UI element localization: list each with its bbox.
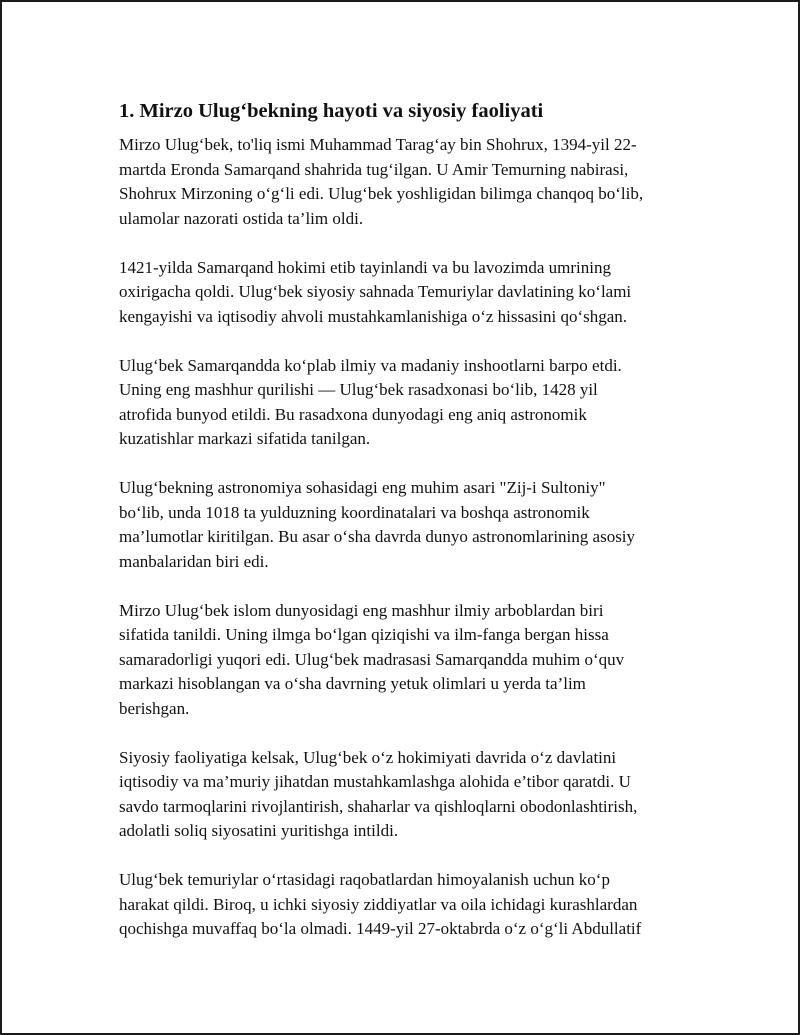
paragraph bbox=[119, 354, 699, 452]
paragraph-line: iqtisodiy va ma’muriy jihatdan mustahkamlashga alohida e’tibor qaratdi. U bbox=[119, 772, 631, 791]
paragraph-line: berishgan. bbox=[119, 698, 190, 718]
paragraph-line: Mirzo Ulug‘bek, to'liq ismi Muhammad Tarag‘ay bin Shohrux, 1394-yil 22- bbox=[119, 135, 637, 154]
paragraph-line: ulamolar nazorati ostida ta’lim oldi. bbox=[119, 208, 364, 228]
paragraph-line: sifatida tanildi. Uning ilmga bo‘lgan qiziqishi va ilm-fanga bergan hissa bbox=[119, 625, 609, 644]
paragraph-line: samaradorligi yuqori edi. Ulug‘bek madrasasi Samarqandda muhim o‘quv bbox=[119, 649, 625, 669]
paragraph-line: savdo tarmoqlarini rivojlantirish, shaharlar va qishloqlarni obodonlashtirish, bbox=[119, 796, 638, 816]
paragraph-line: 1421-yilda Samarqand hokimi etib tayinlandi va bu lavozimda umrining bbox=[119, 257, 611, 277]
paragraph-line: kuzatishlar markazi sifatida tanilgan. bbox=[119, 429, 371, 448]
paragraph-line: martda Eronda Samarqand shahrida tug‘ilgan. U Amir Temurning nabirasi, bbox=[119, 159, 629, 179]
paragraph bbox=[119, 868, 699, 942]
document-body bbox=[119, 98, 699, 966]
paragraph-line: adolatli soliq siyosatini yuritishga intildi. bbox=[119, 821, 399, 840]
section-title: 1. Mirzo Ulug‘bekning hayoti va siyosiy faoliyati bbox=[119, 100, 544, 122]
paragraph-line: kengayishi va iqtisodiy ahvoli mustahkamlanishiga o‘z hissasini qo‘shgan. bbox=[119, 306, 628, 326]
paragraph bbox=[119, 599, 699, 722]
paragraph-line: markazi hisoblangan va o‘sha davrning yetuk olimlari u yerda ta’lim bbox=[119, 674, 586, 693]
paragraph-line: oxirigacha qoldi. Ulug‘bek siyosiy sahnada Temuriylar davlatining ko‘lami bbox=[119, 282, 632, 301]
paragraph-line: bo‘lib, unda 1018 ta yulduzning koordinatalari va boshqa astronomik bbox=[119, 502, 590, 522]
paragraph-line: Ulug‘bekning astronomiya sohasidagi eng muhim asari "Zij-i Sultoniy" bbox=[119, 478, 606, 497]
paragraph-line: Shohrux Mirzoning o‘g‘li edi. Ulug‘bek yoshligidan bilimga chanqoq bo‘lib, bbox=[119, 184, 644, 203]
paragraph bbox=[119, 476, 699, 574]
paragraph bbox=[119, 133, 699, 231]
paragraph bbox=[119, 256, 699, 330]
paragraph-line: manbalaridan biri edi. bbox=[119, 551, 269, 571]
paragraph-line: qochishga muvaffaq bo‘la olmadi. 1449-yil 27-oktabrda o‘z o‘g‘li Abdullatif bbox=[119, 919, 642, 938]
paragraph-line: Ulug‘bek Samarqandda ko‘plab ilmiy va madaniy inshootlarni barpo etdi. bbox=[119, 355, 622, 375]
paragraph-line: Uning eng mashhur qurilishi — Ulug‘bek rasadxonasi bo‘lib, 1428 yil bbox=[119, 380, 598, 399]
paragraph-line: Mirzo Ulug‘bek islom dunyosidagi eng mashhur ilmiy arboblardan biri bbox=[119, 600, 604, 620]
paragraph bbox=[119, 746, 699, 844]
paragraph-line: harakat qildi. Biroq, u ichki siyosiy ziddiyatlar va oila ichidagi kurashlardan bbox=[119, 894, 638, 914]
paragraph-line: atrofida bunyod etildi. Bu rasadxona dunyodagi eng aniq astronomik bbox=[119, 404, 587, 424]
paragraph-line: Siyosiy faoliyatiga kelsak, Ulug‘bek o‘z hokimiyati davrida o‘z davlatini bbox=[119, 747, 617, 767]
paragraph-line: Ulug‘bek temuriylar o‘rtasidagi raqobatlardan himoyalanish uchun ko‘p bbox=[119, 870, 610, 889]
paragraph-list bbox=[119, 133, 699, 942]
paragraph-line: ma’lumotlar kiritilgan. Bu asar o‘sha davrda dunyo astronomlarining asosiy bbox=[119, 527, 636, 546]
